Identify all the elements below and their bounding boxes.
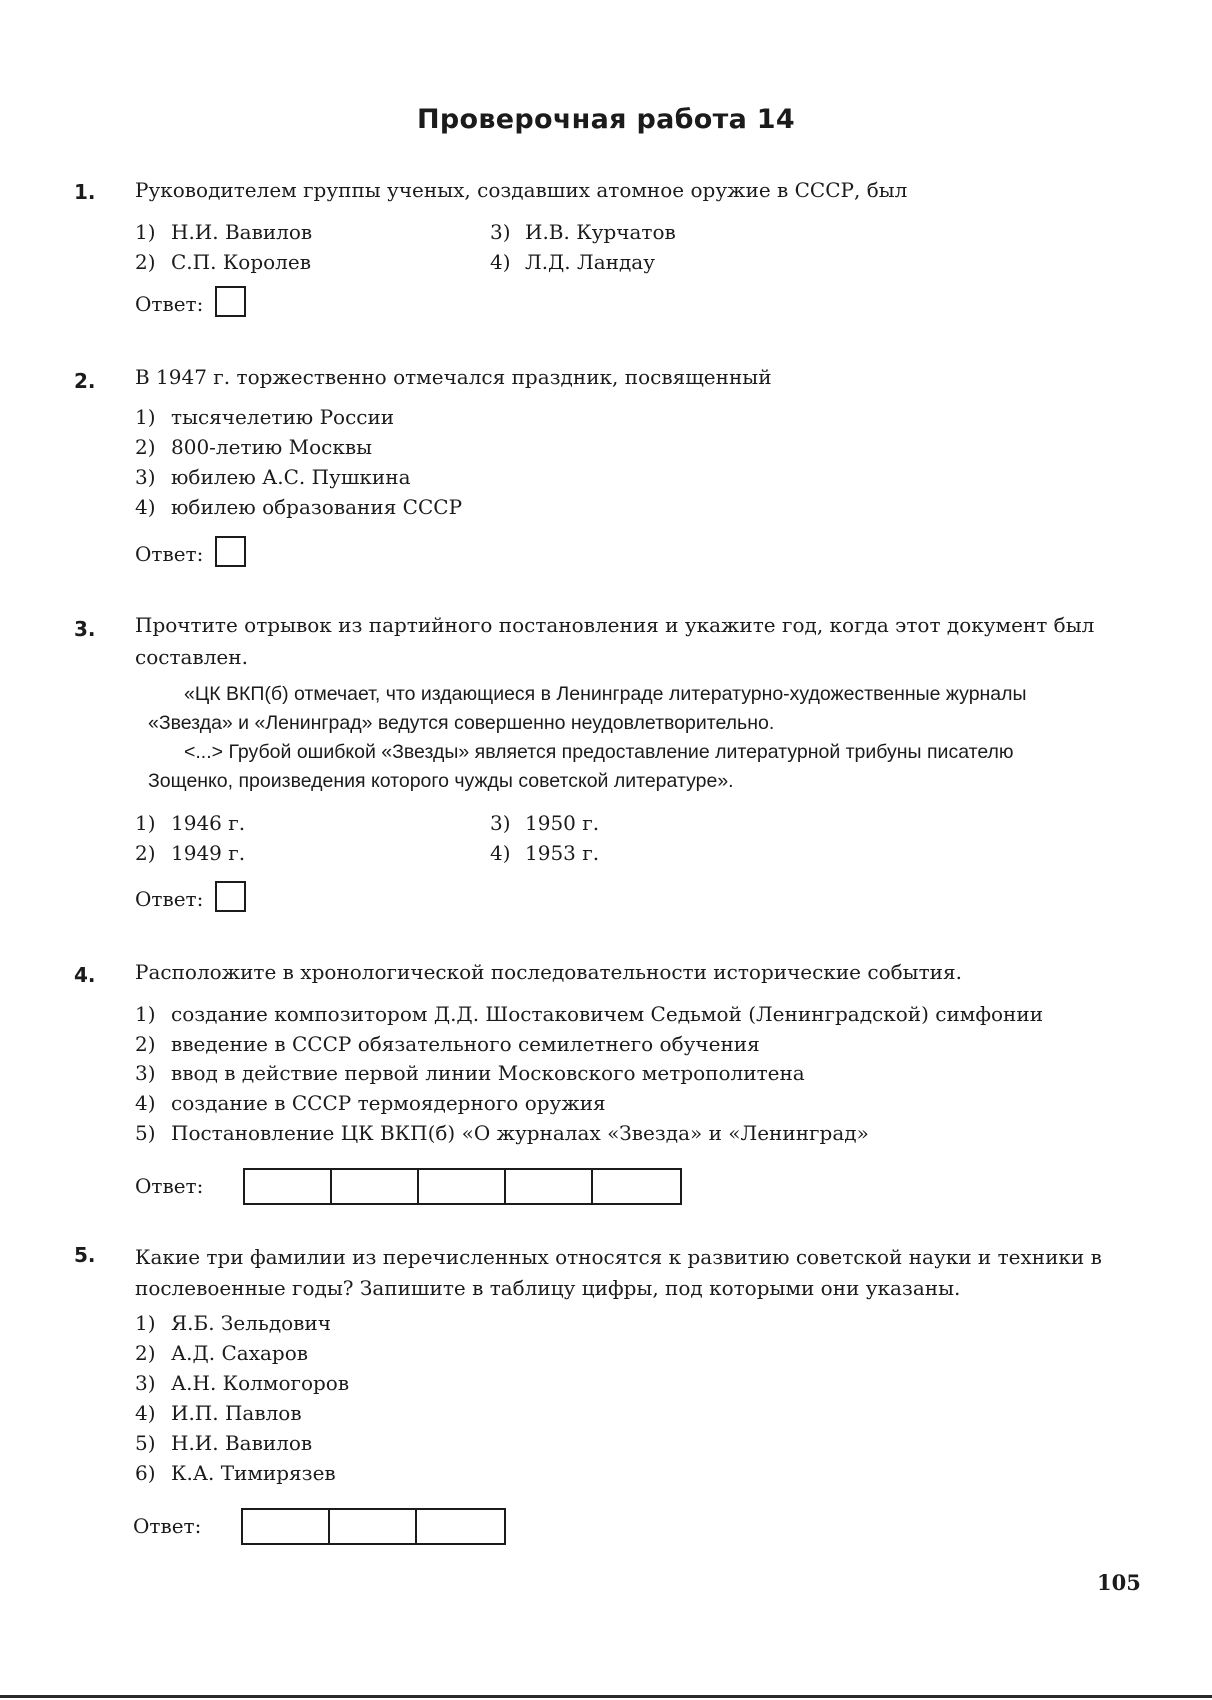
answer-cell[interactable] [419, 1170, 506, 1203]
option-number: 3) [135, 465, 156, 489]
answer-cell[interactable] [417, 1510, 504, 1543]
option-number: 2) [135, 841, 156, 865]
question-number: 3. [74, 617, 96, 641]
option-number: 1) [135, 1002, 156, 1026]
option-number: 2) [135, 250, 156, 274]
option-number: 1) [135, 405, 156, 429]
answer-label: Ответ: [135, 542, 204, 566]
question-text: Расположите в хронологической последовательности исторические события. [135, 960, 962, 984]
option-number: 3) [135, 1061, 156, 1085]
answer-box[interactable] [215, 881, 246, 912]
answer-box[interactable] [215, 286, 246, 317]
question-text: послевоенные годы? Запишите в таблицу цифры, под которыми они указаны. [135, 1276, 961, 1300]
option-text: юбилею А.С. Пушкина [171, 465, 411, 489]
option-number: 4) [490, 841, 511, 865]
option-text: введение в СССР обязательного семилетнего обучения [171, 1032, 760, 1056]
option-text: 1949 г. [171, 841, 246, 865]
option-number: 4) [135, 495, 156, 519]
page-number: 105 [1097, 1570, 1141, 1595]
option-number: 2) [135, 1341, 156, 1365]
question-text: В 1947 г. торжественно отмечался праздник, посвященный [135, 365, 772, 389]
answer-cell[interactable] [245, 1170, 332, 1203]
option-text: Я.Б. Зельдович [171, 1311, 331, 1335]
quote-line: Зощенко, произведения которого чужды советской литературе». [148, 770, 734, 792]
question-text: Какие три фамилии из перечисленных относятся к развитию советской науки и техники в [135, 1245, 1102, 1269]
question-text: Прочтите отрывок из партийного постановления и укажите год, когда этот документ был [135, 613, 1095, 637]
quote-line: «Звезда» и «Ленинград» ведутся совершенно неудовлетворительно. [148, 712, 775, 734]
answer-label: Ответ: [133, 1514, 202, 1538]
question-number: 5. [74, 1243, 96, 1267]
option-text: И.В. Курчатов [525, 220, 676, 244]
option-text: А.Д. Сахаров [171, 1341, 309, 1365]
answer-cell[interactable] [593, 1170, 680, 1203]
option-number: 5) [135, 1431, 156, 1455]
answer-label: Ответ: [135, 887, 204, 911]
page-title: Проверочная работа 14 [417, 104, 795, 135]
option-text: И.П. Павлов [171, 1401, 302, 1425]
option-text: ввод в действие первой линии Московского метрополитена [171, 1061, 805, 1085]
quote-line: «ЦК ВКП(б) отмечает, что издающиеся в Ленинграде литературно-художественные журналы [184, 683, 1027, 705]
option-text: 1946 г. [171, 811, 246, 835]
option-text: 1950 г. [525, 811, 600, 835]
option-number: 1) [135, 1311, 156, 1335]
question-number: 1. [74, 180, 96, 204]
question-number: 2. [74, 369, 96, 393]
option-text: Л.Д. Ландау [525, 250, 655, 274]
option-text: создание в СССР термоядерного оружия [171, 1091, 606, 1115]
answer-cell[interactable] [330, 1510, 417, 1543]
option-text: К.А. Тимирязев [171, 1461, 336, 1485]
option-number: 6) [135, 1461, 156, 1485]
option-text: 1953 г. [525, 841, 600, 865]
option-text: Постановление ЦК ВКП(б) «О журналах «Звезда» и «Ленинград» [171, 1121, 869, 1145]
option-text: А.Н. Колмогоров [171, 1371, 350, 1395]
option-text: создание композитором Д.Д. Шостаковичем Седьмой (Ленинградской) симфонии [171, 1002, 1044, 1026]
option-number: 1) [135, 220, 156, 244]
option-number: 3) [490, 811, 511, 835]
question-text: составлен. [135, 645, 248, 669]
quote-line: <...> Грубой ошибкой «Звезды» является предоставление литературной трибуны писателю [184, 741, 1014, 763]
option-number: 4) [135, 1091, 156, 1115]
option-text: С.П. Королев [171, 250, 311, 274]
answer-cell[interactable] [506, 1170, 593, 1203]
option-number: 2) [135, 435, 156, 459]
option-number: 5) [135, 1121, 156, 1145]
answer-label: Ответ: [135, 1174, 204, 1198]
option-number: 3) [135, 1371, 156, 1395]
option-text: юбилею образования СССР [171, 495, 463, 519]
answer-cell[interactable] [332, 1170, 419, 1203]
answer-table[interactable] [243, 1168, 682, 1205]
option-text: Н.И. Вавилов [171, 220, 313, 244]
option-text: Н.И. Вавилов [171, 1431, 313, 1455]
answer-cell[interactable] [243, 1510, 330, 1543]
question-text: Руководителем группы ученых, создавших атомное оружие в СССР, был [135, 178, 908, 202]
question-number: 4. [74, 963, 96, 987]
option-number: 2) [135, 1032, 156, 1056]
option-text: тысячелетию России [171, 405, 395, 429]
answer-box[interactable] [215, 536, 246, 567]
answer-label: Ответ: [135, 292, 204, 316]
option-text: 800-летию Москвы [171, 435, 373, 459]
option-number: 1) [135, 811, 156, 835]
option-number: 3) [490, 220, 511, 244]
scan-edge-line [0, 1695, 1212, 1698]
option-number: 4) [135, 1401, 156, 1425]
answer-table[interactable] [241, 1508, 506, 1545]
option-number: 4) [490, 250, 511, 274]
